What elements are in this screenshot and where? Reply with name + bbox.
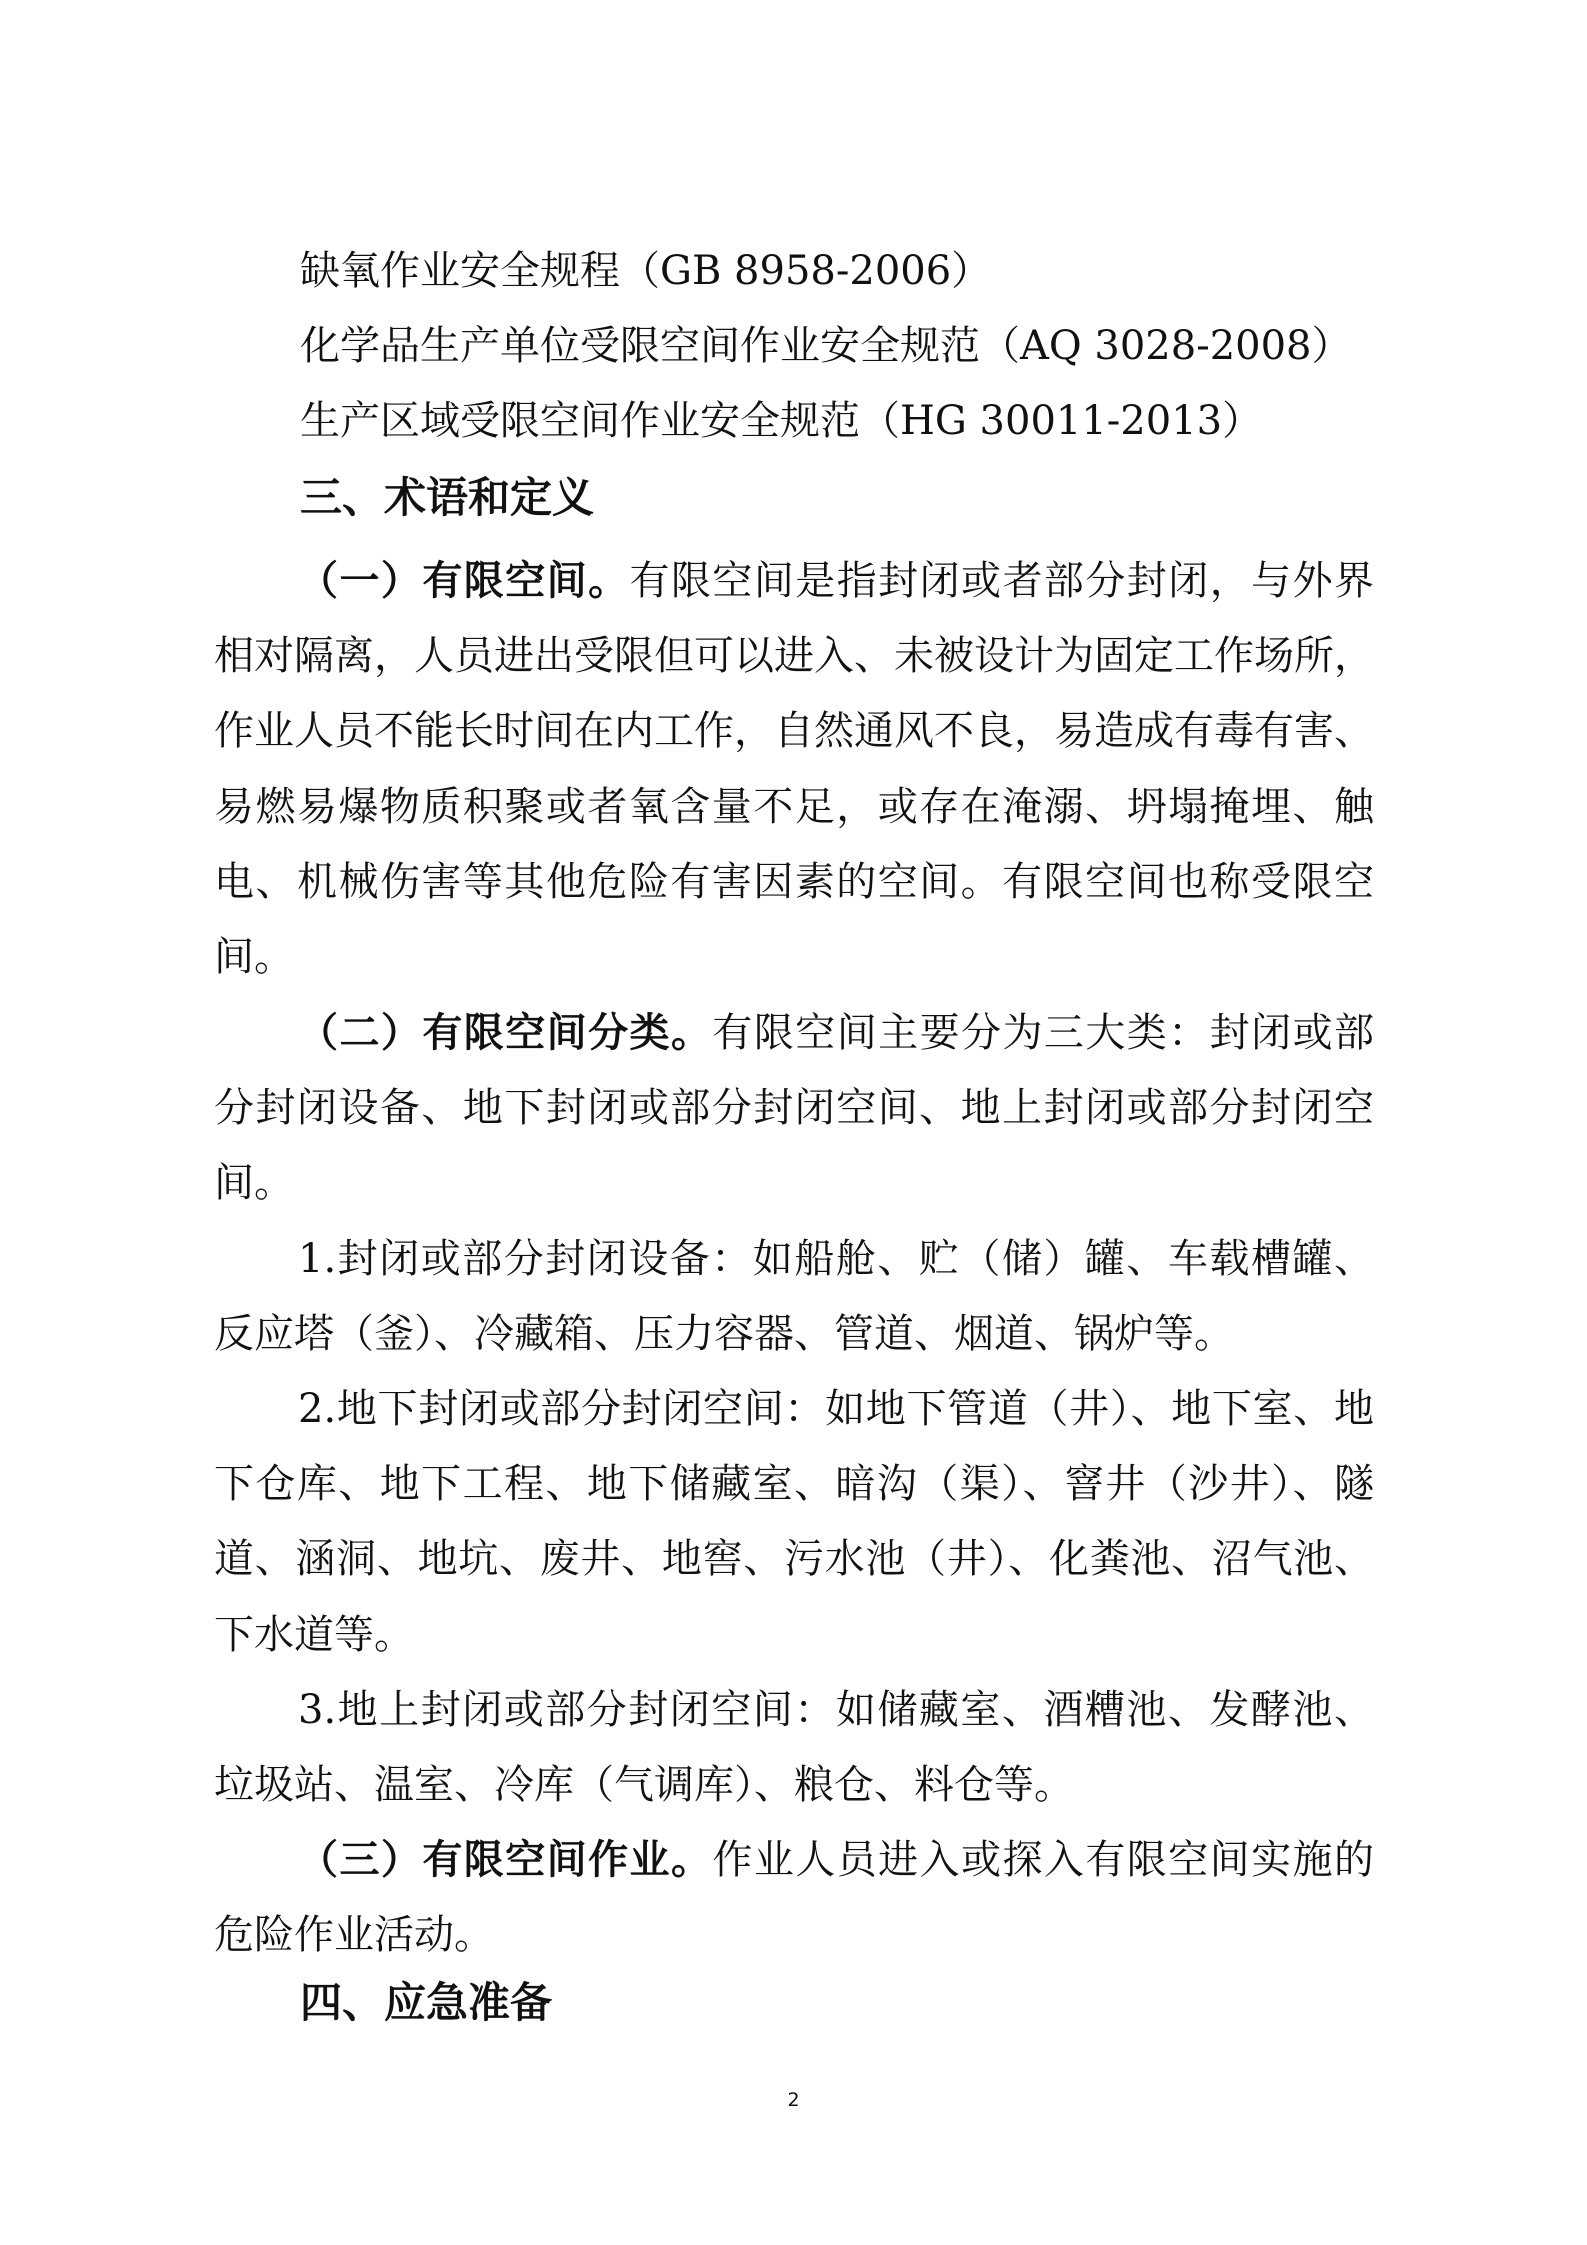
classification-item-aboveground: 3.地上封闭或部分封闭空间：如储藏室、酒糟池、发酵池、垃圾站、温室、冷库（气调库）、粮仓、料仓等。 xyxy=(214,1687,1374,1809)
definition-label: （一）有限空间。 xyxy=(298,558,630,604)
definition-text: 有限空间是指封闭或者部分封闭，与外界相对隔离，人员进出受限但可以进入、未被设计为固定工作场所，作业人员不能长时间在内工作，自然通风不良，易造成有毒有害、易燃易爆物质积聚或者氧含量不足，或存在淹溺、坍塌掩埋、触电、机械伤害等其他危险有害因素的空间。有限空间也称受限空间。 xyxy=(214,558,1375,981)
definition-classification xyxy=(214,996,1374,1222)
section-heading-emergency: 四、应急准备 xyxy=(300,1978,553,2027)
reference-standard-gb8958: 缺氧作业安全规程（GB 8958-2006） xyxy=(300,248,992,294)
classification-item-equipment: 1.封闭或部分封闭设备：如船舱、贮（储）罐、车载槽罐、反应塔（釜）、冷藏箱、压力容器、管道、烟道、锅炉等。 xyxy=(214,1236,1374,1358)
definition-text: 作业人员进入或探入有限空间实施的危险作业活动。 xyxy=(214,1837,1375,1959)
section-heading-terms: 三、术语和定义 xyxy=(300,473,595,522)
definition-confined-space xyxy=(214,544,1374,995)
definition-text: 有限空间主要分为三大类：封闭或部分封闭设备、地下封闭或部分封闭空间、地上封闭或部分封闭空间。 xyxy=(214,1010,1375,1207)
page-number: 2 xyxy=(787,2089,800,2111)
definition-operation xyxy=(214,1823,1374,1973)
classification-item-underground: 2.地下封闭或部分封闭空间：如地下管道（井）、地下室、地下仓库、地下工程、地下储藏室、暗沟（渠）、窨井（沙井）、隧道、涵洞、地坑、废井、地窖、污水池（井）、化粪池、沼气池、下水道等。 xyxy=(214,1386,1374,1658)
definition-label: （二）有限空间分类。 xyxy=(298,1010,713,1056)
definition-label: （三）有限空间作业。 xyxy=(298,1837,713,1883)
reference-standard-aq3028: 化学品生产单位受限空间作业安全规范（AQ 3028-2008） xyxy=(300,323,1352,369)
reference-standard-hg30011: 生产区域受限空间作业安全规范（HG 30011-2013） xyxy=(300,398,1263,444)
